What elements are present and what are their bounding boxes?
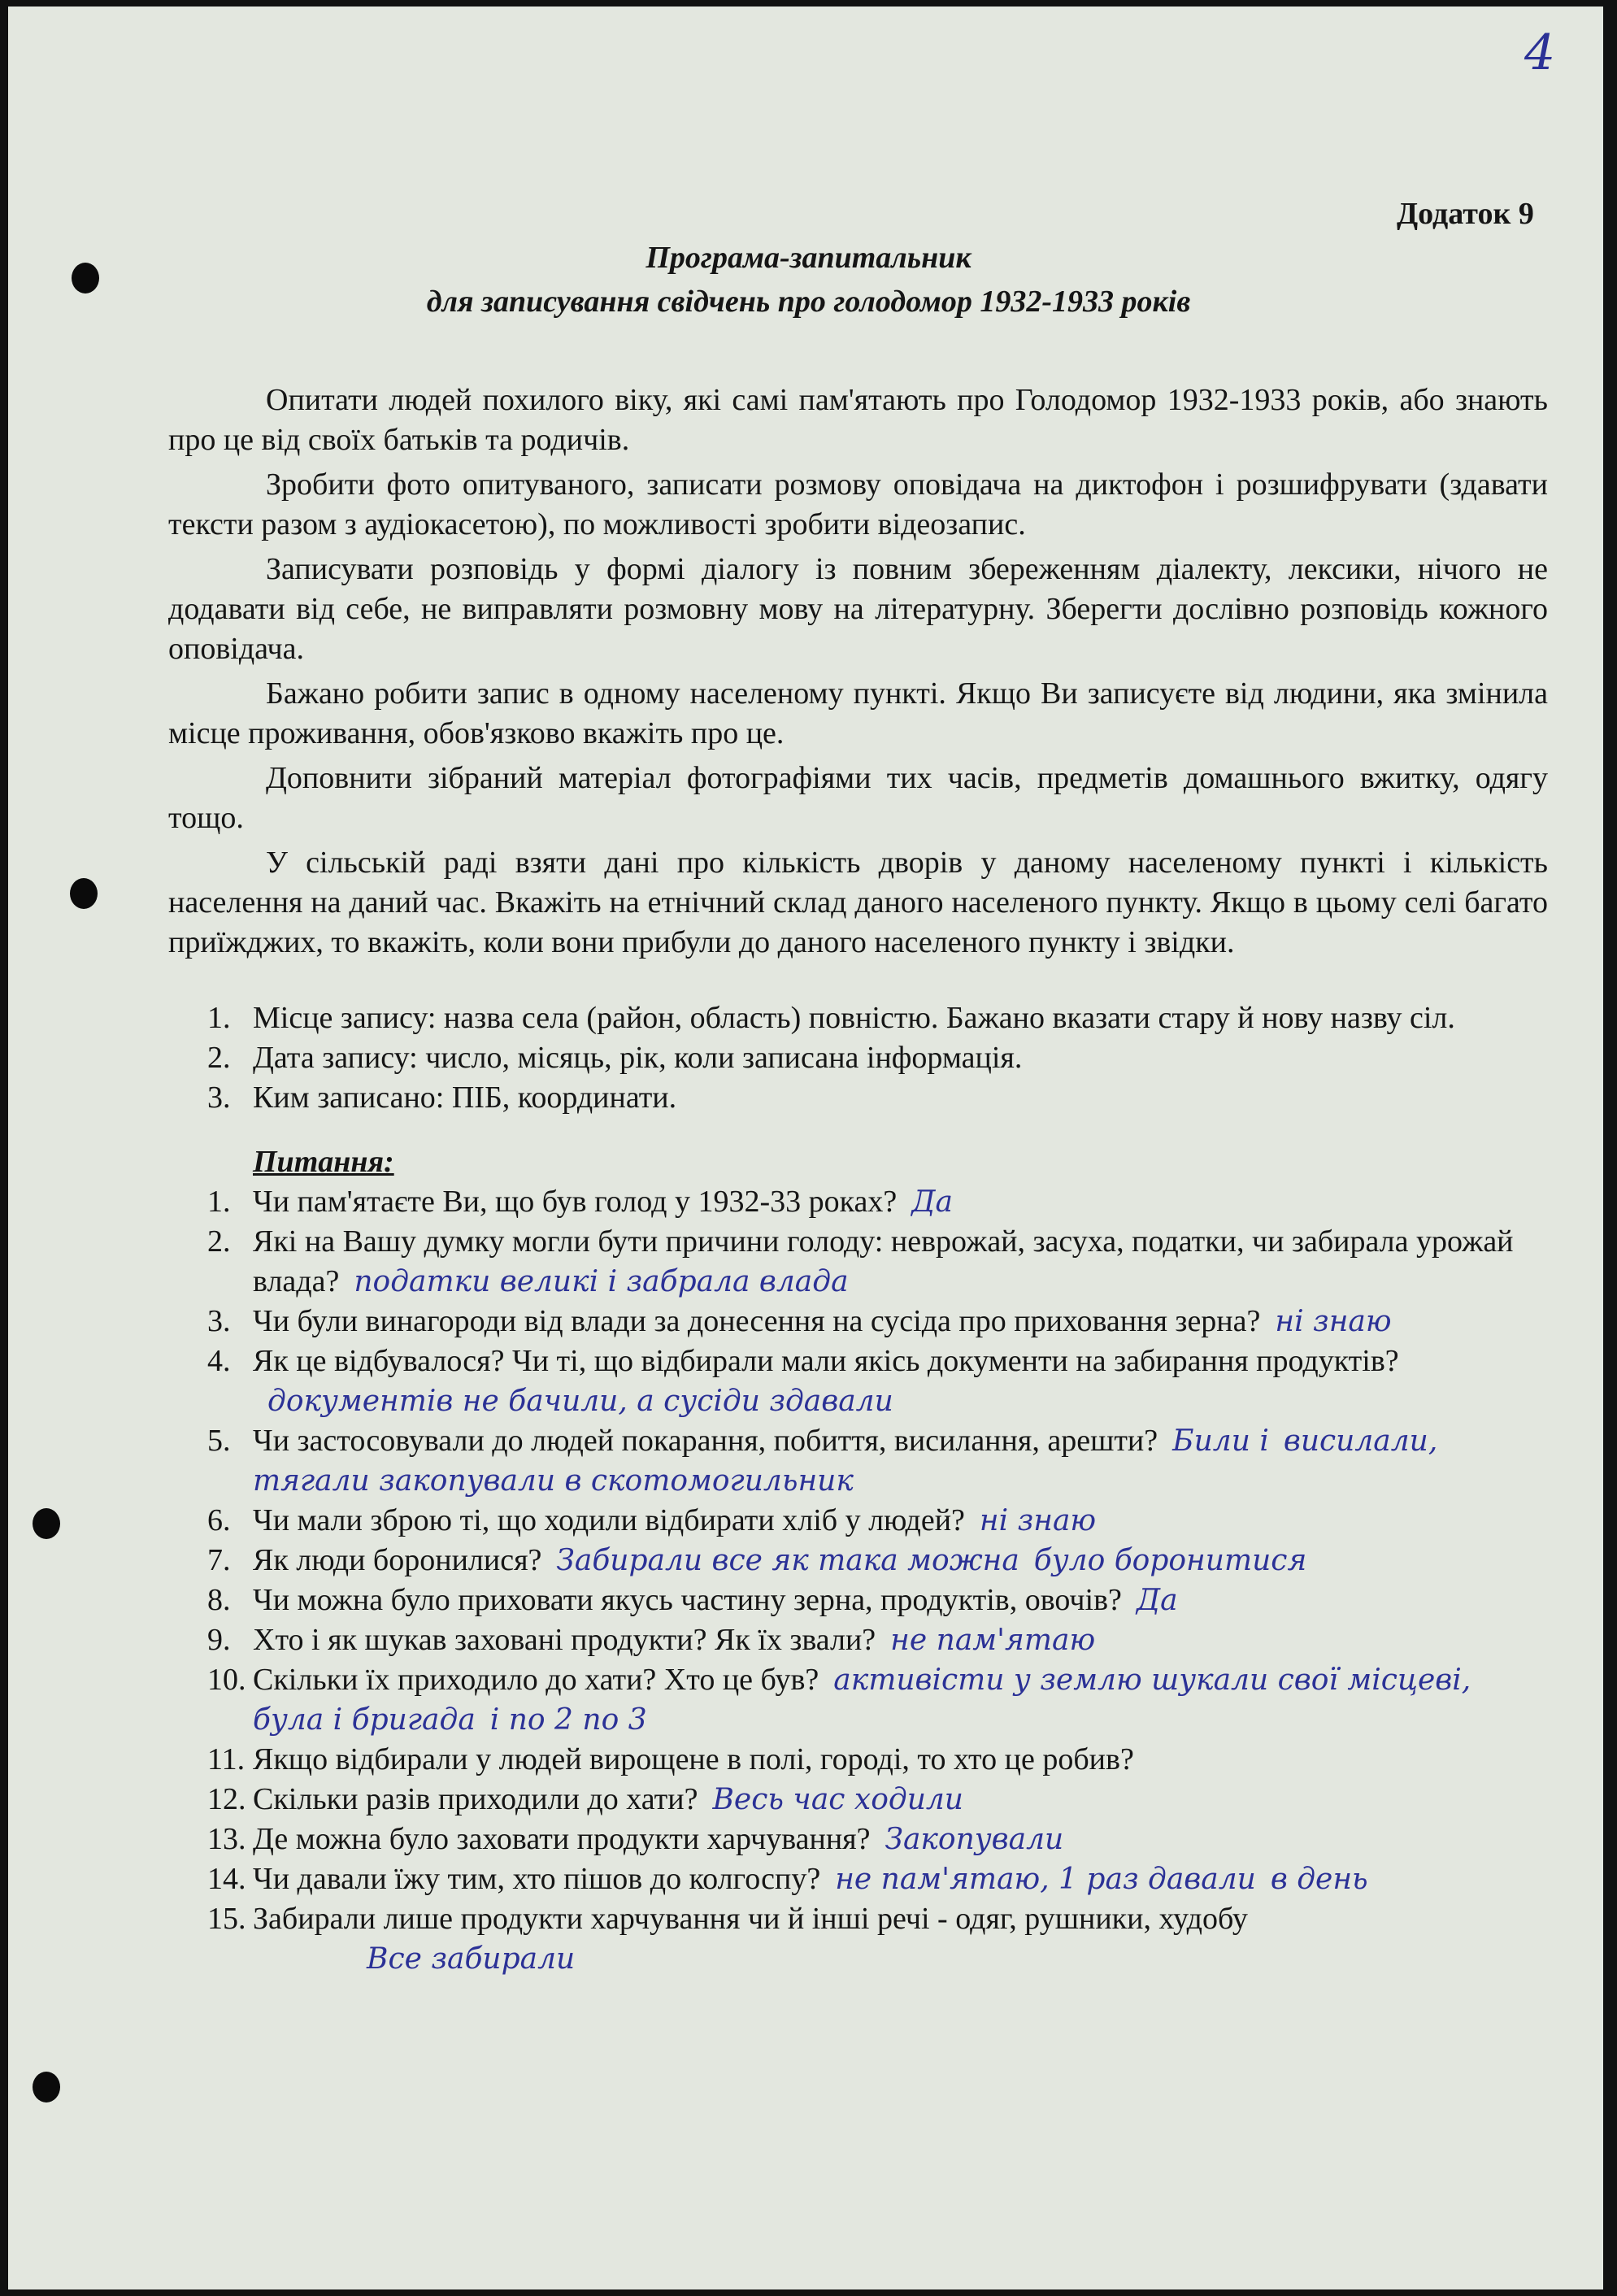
question-item: 11. Якщо відбирали у людей вирощене в полі, городі, то хто це робив? (207, 1742, 1134, 1776)
question-item: 8. Чи можна було приховати якусь частину зерна, продуктів, овочів? Да (207, 1583, 1178, 1617)
questions-heading: Питання: (253, 1145, 394, 1179)
document-subtitle: для записування свідчень про голодомор 1932-1933 років (426, 285, 1191, 319)
handwritten-answer: документів не бачили, а сусіди здавали (267, 1385, 893, 1418)
handwritten-answer: Забирали все як така можна (556, 1544, 1019, 1577)
instruction-paragraph: Зробити фото опитуваного, записати розмову оповідача на диктофон і розшифрувати (здавати тексти разом з аудіокасетою), по можливості зробити відеозапис. (168, 467, 1548, 541)
instruction-paragraph: Опитати людей похилого віку, які самі пам'ятають про Голодомор 1932-1933 років, або знають про це від своїх батьків та родичів. (168, 383, 1548, 457)
question-item: 6. Чи мали зброю ті, що ходили відбирати хліб у людей? ні знаю (207, 1503, 1097, 1537)
handwritten-answer: Да (911, 1185, 953, 1219)
handwritten-answer: було боронитися (1033, 1544, 1307, 1577)
question-item: 9. Хто і як шукав заховані продукти? Як їх звали? не пам'ятаю (207, 1623, 1096, 1657)
record-fields-list (168, 998, 1548, 1118)
question-item: 5. Чи застосовували до людей покарання, побиття, висилання, арешти? Били і висилали, тягали закопували в скотомогильник (207, 1424, 1438, 1498)
question-item: 1. Чи пам'ятаєте Ви, що був голод у 1932-33 роках? Да (207, 1185, 953, 1219)
question-item: 15. Забирали лише продукти харчування чи й інші речі - одяг, рушники, худобу Все забирали (168, 1899, 1548, 1979)
handwritten-page-number: 4 (1524, 24, 1556, 81)
handwritten-answer: висилали, тягали закопували в скотомогильник (253, 1424, 1438, 1498)
record-field-item: 2. Дата запису: число, місяць, рік, коли записана інформація. (207, 1041, 1023, 1075)
question-item: 2. Які на Вашу думку могли бути причини голоду: неврожай, засуха, податки, чи забирала урожай влада? податки великі і забрала влада (207, 1224, 1514, 1298)
document-title: Програма-запитальник (645, 241, 972, 275)
instruction-paragraph: Бажано робити запис в одному населеному пункті. Якщо Ви записуєте від людини, яка змінила місце проживання, обов'язково вкажіть про це. (168, 676, 1548, 750)
punch-hole (33, 2072, 60, 2102)
handwritten-answer: Все забирали (367, 1942, 576, 1976)
handwritten-answer: не пам'ятаю, 1 раз давали (835, 1863, 1256, 1896)
instruction-paragraph: Доповнити зібраний матеріал фотографіями тих часів, предметів домашнього вжитку, одягу тощо. (168, 761, 1548, 835)
question-item: 4. Як це відбувалося? Чи ті, що відбирали мали якісь документи на забирання продуктів?документів не бачили, а сусіди здавали (207, 1344, 1399, 1418)
handwritten-answer: Весь час ходили (712, 1783, 963, 1816)
handwritten-answer: і по 2 по 3 (489, 1703, 647, 1737)
instruction-paragraph: Записувати розповідь у формі діалогу із повним збереженням діалекту, лексики, нічого не додавати від себе, не виправляти розмовну мову на літературну. Зберегти дослівно розповідь кожного оповідача. (168, 552, 1548, 666)
document-body (168, 380, 1548, 1979)
instruction-paragraph: У сільській раді взяти дані про кількість дворів у даному населеному пункті і кількість населення на даний час. Вкажіть на етнічний склад даного населеного пункту. Якщо в цьому селі багато приїжджих, то вкажіть, коли вони прибули до даного населеного пункту і звідки. (168, 846, 1548, 959)
handwritten-answer: податки великі і забрала влада (354, 1265, 849, 1298)
handwritten-answer: Били і (1172, 1424, 1269, 1458)
appendix-label: Додаток 9 (1397, 197, 1534, 231)
question-item: 10. Скільки їх приходило до хати? Хто це був? активісти у землю шукали свої місцеві, була і бригада і по 2 по 3 (207, 1663, 1471, 1737)
handwritten-answer: активісти у землю шукали свої місцеві, була і бригада (253, 1663, 1471, 1737)
question-item: 13. Де можна було заховати продукти харчування? Закопували (207, 1822, 1064, 1856)
questions-list (168, 1182, 1548, 1979)
handwritten-answer: Да (1136, 1584, 1178, 1617)
record-field-item: 1. Місце запису: назва села (район, область) повністю. Бажано вказати стару й нову назву сіл. (207, 1001, 1455, 1035)
question-item: 14. Чи давали їжу тим, хто пішов до колгоспу? не пам'ятаю, 1 раз давали в день (207, 1862, 1368, 1896)
question-item: 7. Як люди боронилися? Забирали все як така можна було боронитися (207, 1543, 1307, 1577)
handwritten-answer: в день (1270, 1863, 1368, 1896)
punch-hole (72, 263, 99, 294)
handwritten-answer: не пам'ятаю (890, 1624, 1096, 1657)
handwritten-answer: ні знаю (979, 1504, 1097, 1537)
punch-hole (33, 1508, 60, 1539)
handwritten-answer: ні знаю (1275, 1305, 1392, 1338)
question-item: 12. Скільки разів приходили до хати? Весь час ходили (207, 1782, 963, 1816)
record-field-item: 3. Ким записано: ПІБ, координати. (207, 1081, 677, 1115)
punch-hole (70, 878, 98, 909)
handwritten-answer: Закопували (885, 1823, 1064, 1856)
question-item: 3. Чи були винагороди від влади за донесення на сусіда про приховання зерна? ні знаю (207, 1304, 1392, 1338)
